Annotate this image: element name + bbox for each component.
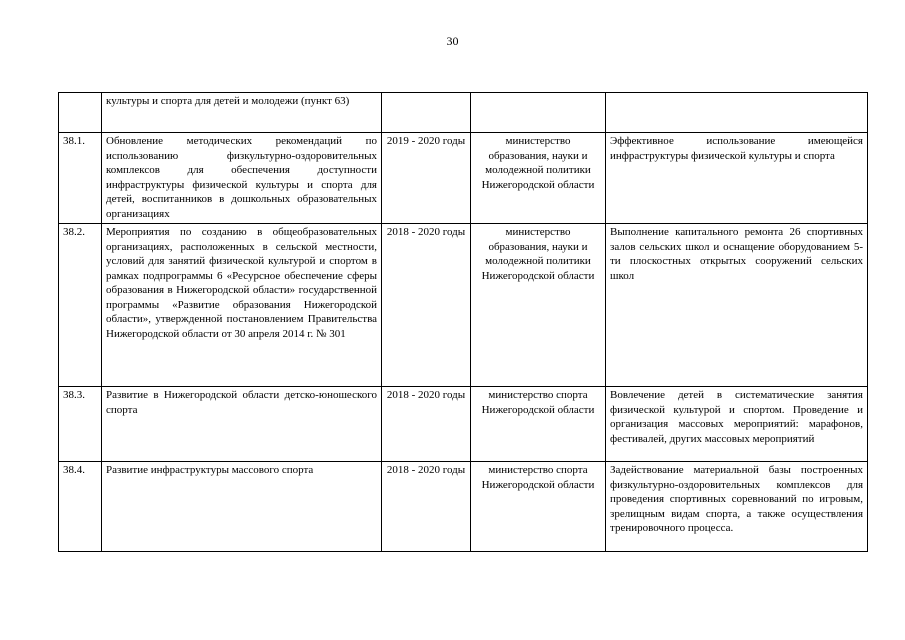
measure-responsible: министерство спорта Нижегородской области xyxy=(471,462,606,552)
table-row xyxy=(59,224,868,387)
measure-name: Мероприятия по созданию в общеобразовательных организациях, расположенных в сельской местности, условий для занятий физической культурой и спортом в рамках подпрограммы 6 «Ресурсное обеспечение сферы образования в Нижегородской области» государственной программы «Развитие образования Нижегородской области», утвержденной постановлением Правительства Нижегородской области от 30 апреля 2014 г. № 301 xyxy=(102,224,382,387)
measure-name: Обновление методических рекомендаций по использованию физкультурно-оздоровительных комплексов для обеспечения доступности инфраструктуры физической культуры и спорта для детей, воспитанников в дошкольных образовательных организациях xyxy=(102,133,382,224)
table-row xyxy=(59,93,868,133)
row-number: 38.3. xyxy=(59,387,102,462)
page-number: 30 xyxy=(446,34,459,48)
measure-result: Эффективное использование имеющейся инфраструктуры физической культуры и спорта xyxy=(606,133,868,224)
table-row xyxy=(59,387,868,462)
row-number xyxy=(59,93,102,133)
measure-responsible: министерство образования, науки и молодежной политики Нижегородской области xyxy=(471,224,606,387)
measure-name: Развитие инфраструктуры массового спорта xyxy=(102,462,382,552)
measures-table xyxy=(58,92,868,552)
measure-responsible xyxy=(471,93,606,133)
measure-result xyxy=(606,93,868,133)
measure-name: культуры и спорта для детей и молодежи (пункт 63) xyxy=(102,93,382,133)
row-number: 38.1. xyxy=(59,133,102,224)
measure-result: Вовлечение детей в систематические занятия физической культурой и спортом. Проведение и организация массовых мероприятий: марафонов, фестивалей, других массовых мероприятий xyxy=(606,387,868,462)
measure-name: Развитие в Нижегородской области детско-юношеского спорта xyxy=(102,387,382,462)
measure-term: 2018 - 2020 годы xyxy=(382,462,471,552)
measure-term: 2019 - 2020 годы xyxy=(382,133,471,224)
row-number: 38.4. xyxy=(59,462,102,552)
measure-term xyxy=(382,93,471,133)
measure-responsible: министерство спорта Нижегородской области xyxy=(471,387,606,462)
measure-term: 2018 - 2020 годы xyxy=(382,224,471,387)
table-row xyxy=(59,133,868,224)
measure-responsible: министерство образования, науки и молодежной политики Нижегородской области xyxy=(471,133,606,224)
row-number: 38.2. xyxy=(59,224,102,387)
measure-term: 2018 - 2020 годы xyxy=(382,387,471,462)
table-row xyxy=(59,462,868,552)
measure-result: Выполнение капитального ремонта 26 спортивных залов сельских школ и оснащение оборудованием 5-ти плоскостных открытых сооружений сельских школ xyxy=(606,224,868,387)
measure-result: Задействование материальной базы построенных физкультурно-оздоровительных комплексов для проведения спортивных соревнований по игровым, зрелищным видам спорта, а также осуществления тренировочного процесса. xyxy=(606,462,868,552)
